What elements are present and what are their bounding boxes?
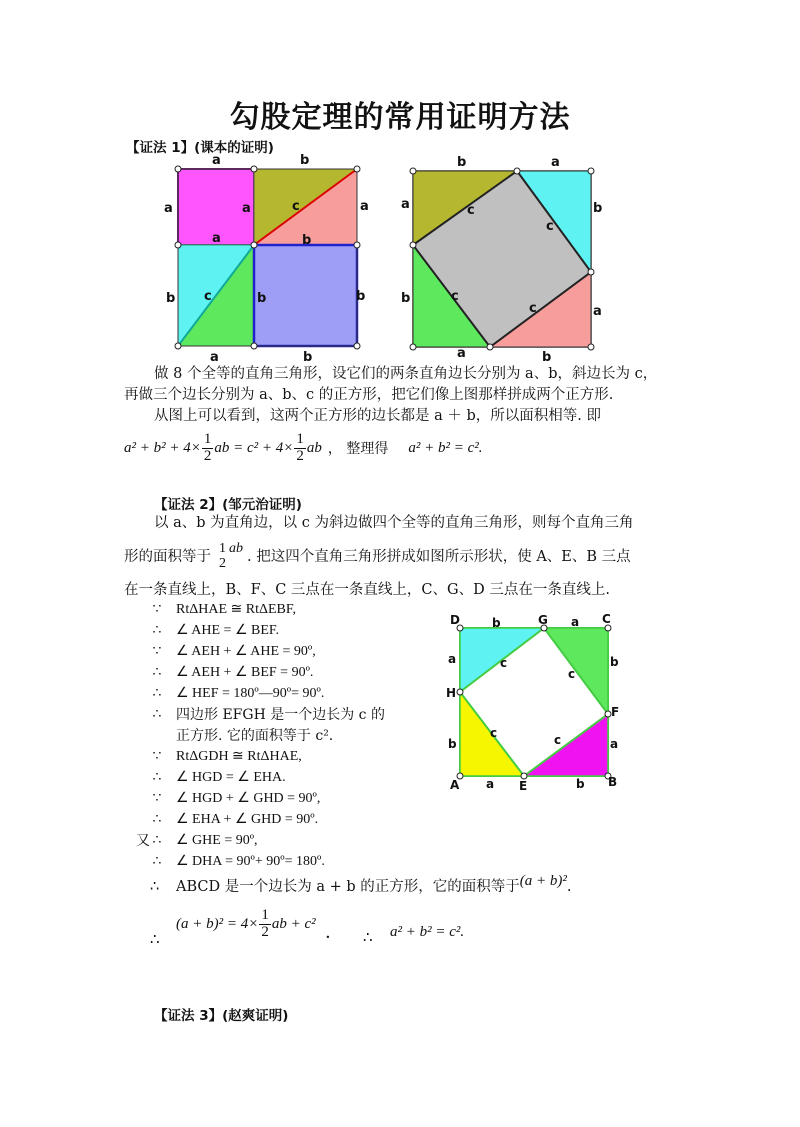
label-b: b bbox=[448, 737, 457, 751]
point-C: C bbox=[602, 612, 611, 626]
label-c: c bbox=[554, 733, 562, 747]
proof1-heading: 【证法 1】(课本的证明) bbox=[126, 140, 274, 156]
label-b: b bbox=[542, 350, 552, 365]
label-b: b bbox=[457, 155, 467, 170]
therefore-symbol: ∴ bbox=[150, 878, 160, 895]
label-a: a bbox=[448, 652, 457, 666]
tidy-text: ， 整理得 bbox=[327, 441, 389, 457]
square-b bbox=[254, 245, 357, 346]
label-c: c bbox=[204, 289, 212, 304]
proof1-para2: 从图上可以看到，这两个正方形的边长都是 a ＋ b，所以面积相等. 即 bbox=[154, 408, 601, 424]
label-b: b bbox=[166, 291, 176, 306]
label-c: c bbox=[467, 203, 475, 218]
label-a: a bbox=[242, 201, 251, 216]
point-G: G bbox=[538, 613, 548, 627]
fraction-half: $\frac{1}{2}$ bbox=[203, 430, 212, 464]
label-b: b bbox=[257, 291, 267, 306]
label-a: a bbox=[457, 346, 466, 361]
label-a: a bbox=[551, 155, 560, 170]
label-a: a bbox=[164, 201, 173, 216]
point-A: A bbox=[450, 778, 460, 792]
eq-end: ab bbox=[306, 439, 322, 456]
label-a: a bbox=[212, 231, 221, 246]
fraction-half: 1 2 bbox=[219, 541, 226, 571]
eq-result: a² + b² = c². bbox=[408, 439, 483, 456]
label-a: a bbox=[401, 197, 410, 212]
fraction-half: $\frac{1}{2}$ bbox=[296, 430, 304, 464]
final-equation: ∴ (a + b)² = 4× $\frac{1}{2}$ ab + c² . ∴ a² + b² = c². bbox=[150, 906, 465, 948]
proof1-para1-line2: 再做三个边长分别为 a、b、c 的正方形，把它们像上图那样拼成两个正方形. bbox=[124, 387, 614, 403]
therefore-symbol: ∴ bbox=[150, 932, 160, 948]
label-b: b bbox=[401, 291, 411, 306]
label-a: a bbox=[360, 199, 369, 214]
proof2-line2: 形的面积等于 1 2 ab . 把这四个直角三角形拼成如图所示形状，使 A、E、B 三点 bbox=[124, 540, 631, 571]
label-c: c bbox=[292, 199, 300, 214]
point-E: E bbox=[519, 779, 528, 793]
label-b: b bbox=[302, 233, 312, 248]
label-c: c bbox=[451, 289, 459, 304]
point-D: D bbox=[450, 613, 460, 627]
proof2-line1: 以 a、b 为直角边，以 c 为斜边做四个全等的直角三角形，则每个直角三角 bbox=[154, 515, 634, 531]
label-b: b bbox=[576, 777, 585, 791]
abcd-square: (a + b)² bbox=[519, 872, 567, 889]
proof2-figure bbox=[440, 610, 630, 800]
label-a: a bbox=[210, 350, 219, 365]
label-b: b bbox=[356, 289, 366, 304]
label-b: b bbox=[303, 350, 313, 365]
point-H: H bbox=[446, 686, 457, 700]
proof1-para1-line1: 做 8 个全等的直角三角形，设它们的两条直角边长分别为 a、b，斜边长为 c， bbox=[154, 366, 658, 382]
final-result: a² + b² = c². bbox=[390, 924, 465, 940]
label-c: c bbox=[529, 301, 537, 316]
label-c: c bbox=[490, 726, 498, 740]
fraction-half: $\frac{1}{2}$ bbox=[261, 906, 269, 940]
label-c: c bbox=[546, 219, 554, 234]
abcd-line: ∴ ABCD 是一个边长为 a + b 的正方形，它的面积等于 (a + b)² . bbox=[150, 872, 571, 902]
label-a: a bbox=[593, 304, 602, 319]
proof2-heading: 【证法 2】(邹元治证明) bbox=[154, 497, 302, 513]
you-label: 又 bbox=[136, 833, 150, 849]
proof2-line3: 在一条直线上，B、F、C 三点在一条直线上，C、G、D 三点在一条直线上. bbox=[124, 582, 610, 598]
label-a: a bbox=[571, 615, 580, 629]
label-a: a bbox=[610, 737, 619, 751]
label-b: b bbox=[610, 655, 619, 669]
point-B: B bbox=[608, 775, 618, 789]
label-c: c bbox=[500, 656, 508, 670]
label-a: a bbox=[212, 153, 221, 168]
label-c: c bbox=[568, 667, 576, 681]
eq-mid: ab = c² + 4× bbox=[214, 439, 294, 456]
point-F: F bbox=[611, 705, 620, 719]
label-b: b bbox=[492, 616, 501, 630]
proof1-left-figure bbox=[160, 150, 380, 365]
proof3-heading: 【证法 3】(赵爽证明) bbox=[154, 1008, 289, 1024]
label-a: a bbox=[486, 777, 495, 791]
label-b: b bbox=[300, 153, 310, 168]
eq-left: a² + b² + 4× bbox=[124, 439, 201, 456]
therefore-symbol: ∴ bbox=[363, 930, 373, 946]
page-title: 勾股定理的常用证明方法 bbox=[229, 100, 571, 135]
label-b: b bbox=[593, 201, 603, 216]
proof1-right-figure bbox=[395, 150, 615, 365]
proof1-equation bbox=[124, 428, 483, 468]
